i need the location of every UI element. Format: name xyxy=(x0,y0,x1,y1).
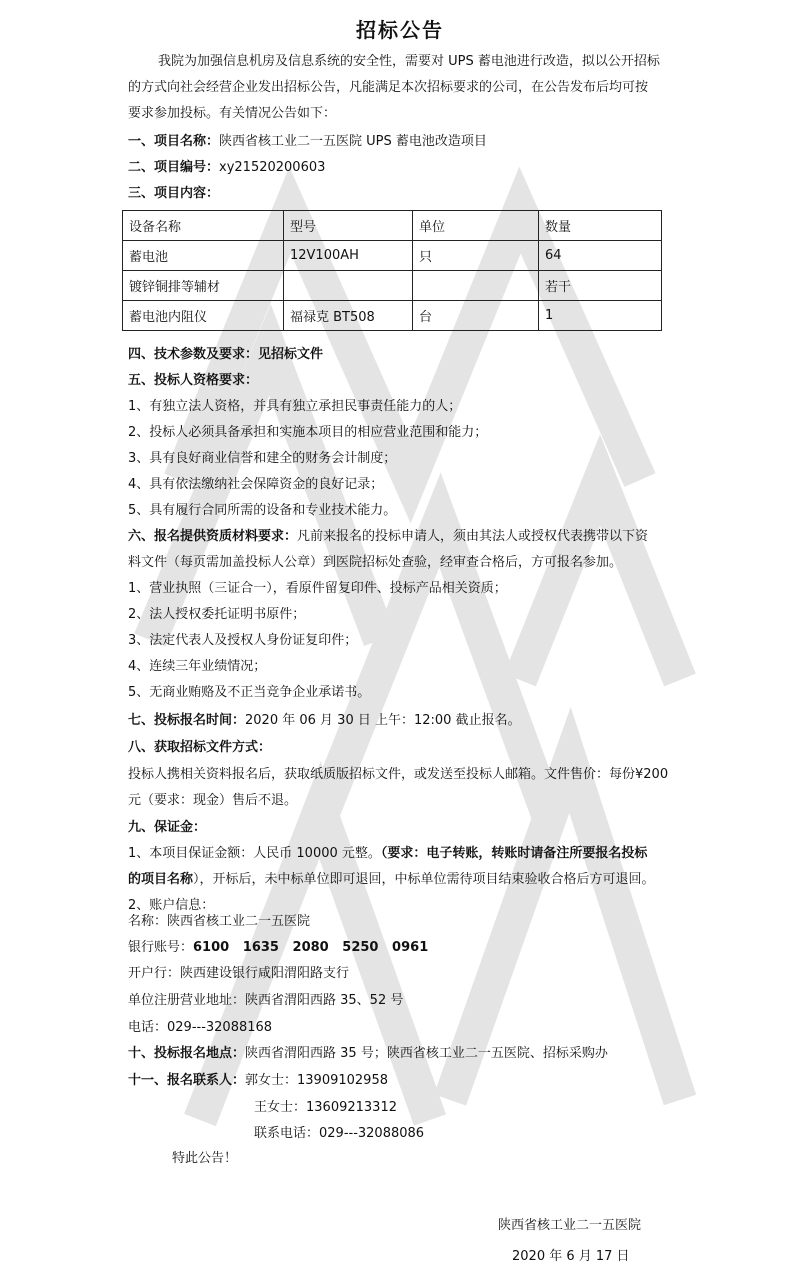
closing-text: 特此公告！ xyxy=(172,1151,238,1166)
obtain-docs-text-1: 投标人携相关资料报名后，获取纸质版招标文件，或发送至投标人邮箱。文件售价：每份¥200 xyxy=(128,767,669,782)
deposit-line-1 xyxy=(128,842,647,861)
table-cell: 蓄电池内阻仪 xyxy=(123,301,284,331)
account-number-label: 银行账号： xyxy=(128,940,194,955)
project-number-value: xy21520200603 xyxy=(219,160,326,175)
obtain-docs-text-2: 元（要求：现金）售后不退。 xyxy=(128,793,298,808)
section-deposit-label: 九、保证金： xyxy=(128,820,207,835)
account-name: 名称：陕西省核工业二一五医院 xyxy=(128,914,311,929)
table-cell: 福禄克 BT508 xyxy=(284,301,413,331)
contacts-label: 十一、报名联系人： xyxy=(128,1073,246,1088)
materials-item: 5、无商业贿赂及不正当竞争企业承诺书。 xyxy=(128,685,371,700)
intro-line-2: 的方式向社会经营企业发出招标公告，凡能满足本次招标要求的公司，在公告发布后均可按 xyxy=(128,80,649,95)
section-materials xyxy=(128,525,648,544)
qualification-item: 3、具有良好商业信誉和建全的财务会计制度； xyxy=(128,451,397,466)
deposit-project-name: 的项目名称 xyxy=(128,872,194,887)
table-cell: 台 xyxy=(413,301,539,331)
qualification-item: 4、具有依法缴纳社会保障资金的良好记录； xyxy=(128,477,384,492)
table-cell: 蓄电池 xyxy=(123,241,284,271)
materials-item: 1、营业执照（三证合一），看原件留复印件、投标产品相关资质； xyxy=(128,581,507,596)
bank-name: 开户行：陕西建设银行咸阳渭阳路支行 xyxy=(128,966,350,981)
section-qualification-label: 五、投标人资格要求： xyxy=(128,373,259,388)
qualification-item: 1、有独立法人资格，并具有独立承担民事责任能力的人； xyxy=(128,399,462,414)
materials-text-1: 凡前来报名的投标申请人，须由其法人或授权代表携带以下资 xyxy=(297,529,649,544)
date: 2020 年 6 月 17 日 xyxy=(512,1249,630,1264)
intro-line-1: 我院为加强信息机房及信息系统的安全性，需要对 UPS 蓄电池进行改造，拟以公开招标 xyxy=(158,54,660,69)
section-location xyxy=(128,1042,608,1061)
project-items-table xyxy=(122,210,662,331)
table-cell: 12V100AH xyxy=(284,241,413,271)
section-tech-params: 四、技术参数及要求：见招标文件 xyxy=(128,347,324,362)
table-header: 设备名称 xyxy=(123,211,284,241)
table-header: 型号 xyxy=(284,211,413,241)
contact-wang: 王女士：13609213312 xyxy=(254,1100,397,1115)
qualification-item: 5、具有履行合同所需的设备和专业技术能力。 xyxy=(128,503,397,518)
project-name-label: 一、项目名称： xyxy=(128,134,220,149)
table-row xyxy=(123,241,662,271)
account-info-label: 2、账户信息： xyxy=(128,898,215,913)
registered-address: 单位注册营业地址：陕西省渭阳西路 35、52 号 xyxy=(128,993,404,1008)
deposit-amount: 1、本项目保证金额：人民币 10000 元整。 xyxy=(128,846,381,861)
intro-line-3: 要求参加投标。有关情况公告如下： xyxy=(128,106,337,121)
deposit-line-2 xyxy=(128,868,655,887)
materials-item: 2、法人授权委托证明书原件； xyxy=(128,607,306,622)
deposit-requirement: （要求：电子转账，转账时请备注所要报名投标 xyxy=(380,846,648,861)
table-cell xyxy=(413,271,539,301)
location-value: 陕西省渭阳西路 35 号；陕西省核工业二一五医院、招标采购办 xyxy=(245,1046,608,1061)
section-project-content-label: 三、项目内容： xyxy=(128,186,220,201)
deposit-refund-text: ），开标后，未中标单位即可退回，中标单位需待项目结束验收合格后方可退回。 xyxy=(193,872,655,887)
deadline-label: 七、投标报名时间： xyxy=(128,713,246,728)
table-cell: 1 xyxy=(539,301,662,331)
account-number: 6100 1635 2080 5250 0961 xyxy=(193,940,429,955)
page-title: 招标公告 xyxy=(356,18,444,42)
deadline-value: 2020 年 06 月 30 日 上午：12:00 截止报名。 xyxy=(245,713,521,728)
table-header: 单位 xyxy=(413,211,539,241)
signature: 陕西省核工业二一五医院 xyxy=(498,1218,642,1233)
table-header-row xyxy=(123,211,662,241)
table-row xyxy=(123,271,662,301)
section-obtain-docs-label: 八、获取招标文件方式： xyxy=(128,740,272,755)
qualification-item: 2、投标人必须具备承担和实施本项目的相应营业范围和能力； xyxy=(128,425,488,440)
contact-guo: 郭女士：13909102958 xyxy=(245,1073,388,1088)
section-project-number xyxy=(128,156,325,175)
section-contacts xyxy=(128,1069,388,1088)
account-number-row xyxy=(128,936,428,955)
materials-label: 六、报名提供资质材料要求： xyxy=(128,529,298,544)
materials-item: 4、连续三年业绩情况； xyxy=(128,659,267,674)
project-number-label: 二、项目编号： xyxy=(128,160,220,175)
project-name-value: 陕西省核工业二一五医院 UPS 蓄电池改造项目 xyxy=(219,134,487,149)
table-cell: 只 xyxy=(413,241,539,271)
materials-item: 3、法定代表人及授权人身份证复印件； xyxy=(128,633,358,648)
table-cell: 若干 xyxy=(539,271,662,301)
contact-phone: 联系电话：029---32088086 xyxy=(254,1126,425,1141)
table-row xyxy=(123,301,662,331)
deposit-phone: 电话：029---32088168 xyxy=(128,1020,273,1035)
table-cell xyxy=(284,271,413,301)
materials-text-2: 料文件（每页需加盖投标人公章）到医院招标处查验，经审查合格后，方可报名参加。 xyxy=(128,555,623,570)
table-cell: 镀锌铜排等辅材 xyxy=(123,271,284,301)
section-project-name xyxy=(128,130,487,149)
table-cell: 64 xyxy=(539,241,662,271)
location-label: 十、投标报名地点： xyxy=(128,1046,246,1061)
section-deadline xyxy=(128,709,521,728)
table-header: 数量 xyxy=(539,211,662,241)
